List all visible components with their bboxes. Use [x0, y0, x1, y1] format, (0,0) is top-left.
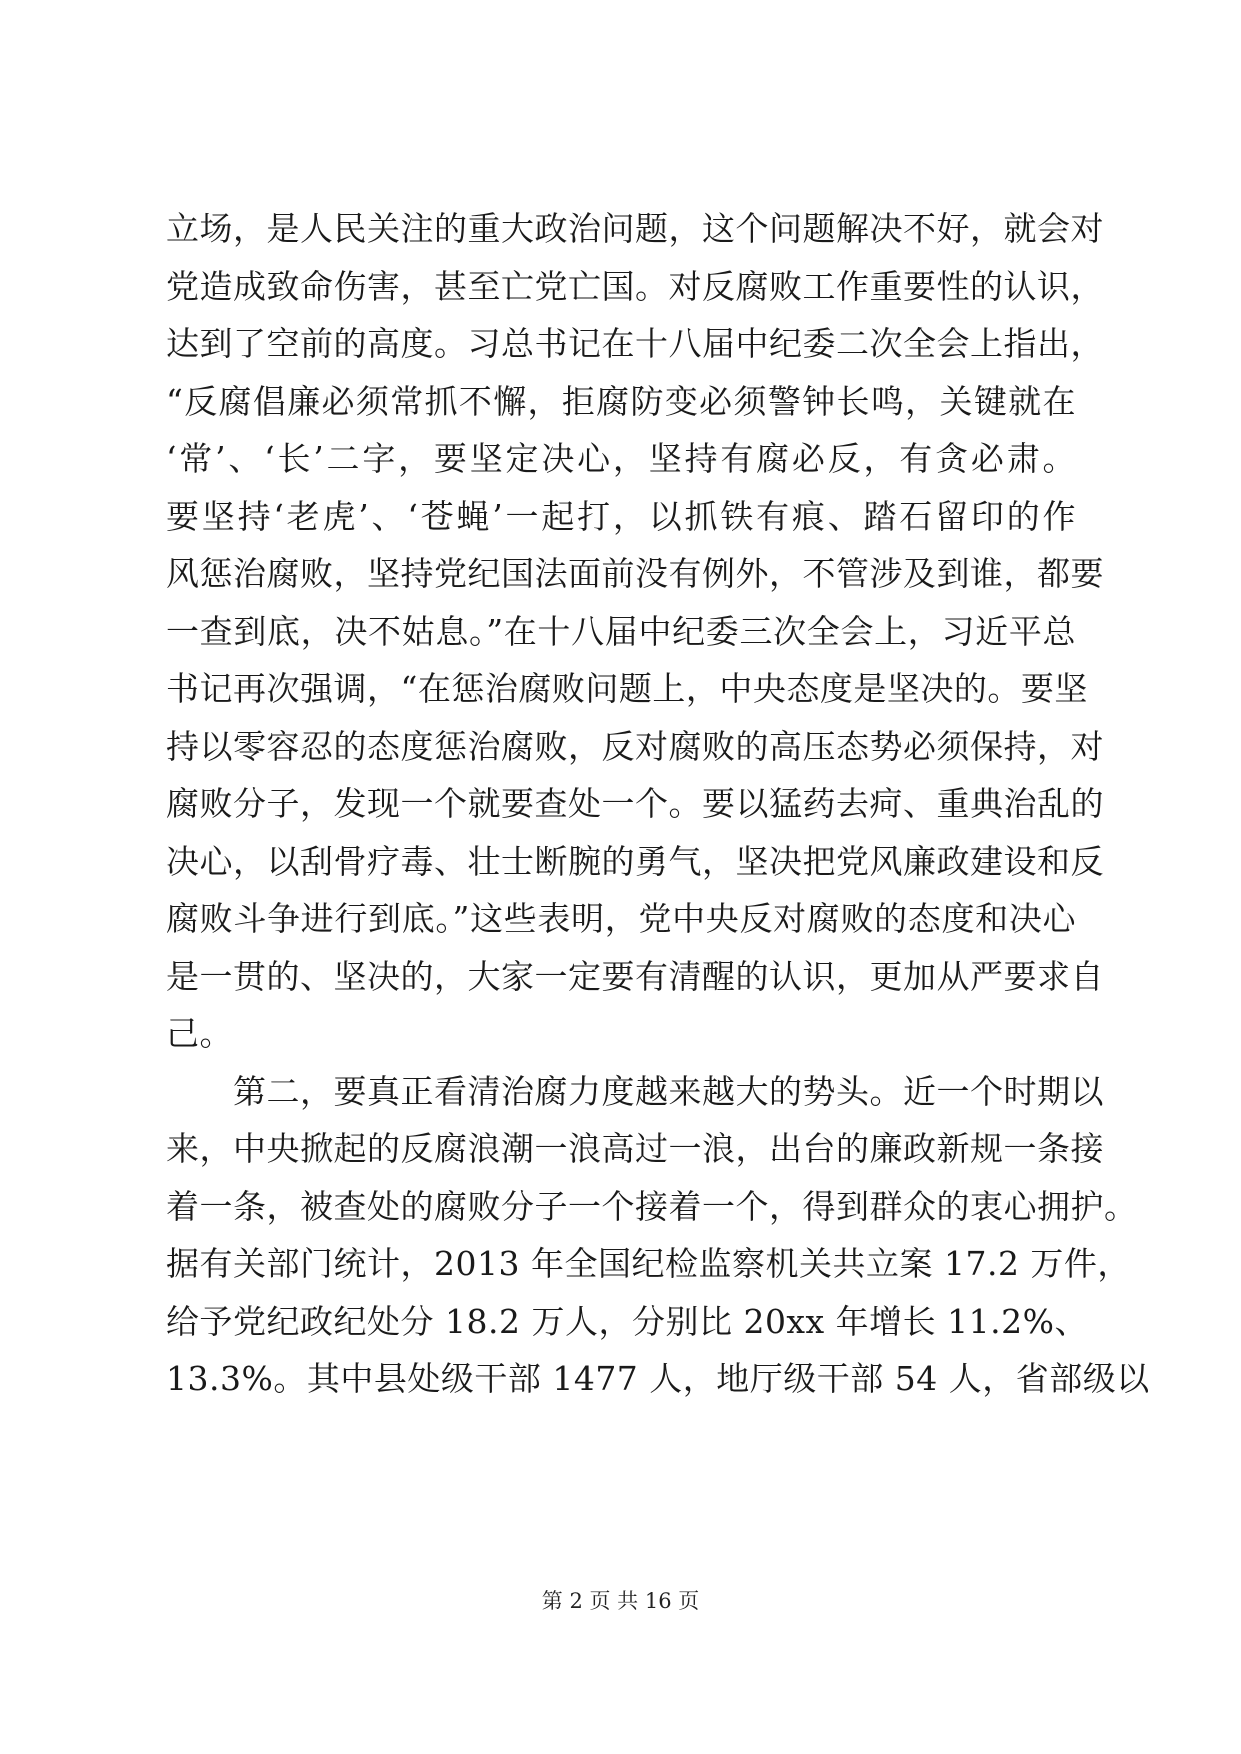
text-line: 持以零容忍的态度惩治腐败，反对腐败的高压态势必须保持，对 — [166, 726, 1104, 766]
text-line: 达到了空前的高度。习总书记在十八届中纪委二次全会上指出， — [166, 324, 1104, 363]
text-line: 要坚持‘老虎’、‘苍蝇’一起打，以抓铁有痕、踏石留印的作 — [166, 496, 1076, 536]
paragraph-start-line: 第二，要真正看清治腐力度越来越大的势头。近一个时期以 — [166, 1071, 1104, 1111]
text-line: 决心，以刮骨疗毒、壮士断腕的勇气，坚决把党风廉政建设和反 — [166, 841, 1104, 881]
text-line: 来，中央掀起的反腐浪潮一浪高过一浪，出台的廉政新规一条接 — [166, 1129, 1104, 1168]
text-line: 风惩治腐败，坚持党纪国法面前没有例外，不管涉及到谁，都要 — [166, 554, 1104, 593]
text-line: 立场，是人民关注的重大政治问题，这个问题解决不好，就会对 — [166, 209, 1104, 248]
text-line: 腐败斗争进行到底。”这些表明，党中央反对腐败的态度和决心 — [166, 899, 1076, 938]
text-line: 腐败分子，发现一个就要查处一个。要以猛药去疴、重典治乱的 — [166, 784, 1104, 823]
text-line: 书记再次强调，“在惩治腐败问题上，中央态度是坚决的。要坚 — [166, 669, 1088, 708]
text-line: 着一条，被查处的腐败分子一个接着一个，得到群众的衷心拥护。 — [166, 1186, 1138, 1226]
paragraph-end-line: 己。 — [166, 1014, 233, 1053]
page-number-footer: 第 2 页 共 16 页 — [541, 1589, 700, 1613]
text-line: 13.3%。其中县处级干部 1477 人，地厅级干部 54 人，省部级以 — [166, 1359, 1150, 1398]
text-line: 一查到底，决不姑息。”在十八届中纪委三次全会上，习近平总 — [166, 611, 1076, 651]
text-line: “反腐倡廉必须常抓不懈，拒腐防变必须警钟长鸣，关键就在 — [166, 381, 1076, 421]
text-line: 党造成致命伤害，甚至亡党亡国。对反腐败工作重要性的认识， — [166, 266, 1104, 306]
text-line: 据有关部门统计，2013 年全国纪检监察机关共立案 17.2 万件， — [166, 1244, 1131, 1283]
text-line: ‘常’、‘长’二字，要坚定决心，坚持有腐必反，有贪必肃。 — [166, 439, 1076, 478]
text-line: 是一贯的、坚决的，大家一定要有清醒的认识，更加从严要求自 — [166, 956, 1104, 996]
text-line: 给予党纪政纪处分 18.2 万人，分别比 20xx 年增长 11.2%、 — [166, 1301, 1088, 1341]
body-text — [166, 200, 1150, 1408]
